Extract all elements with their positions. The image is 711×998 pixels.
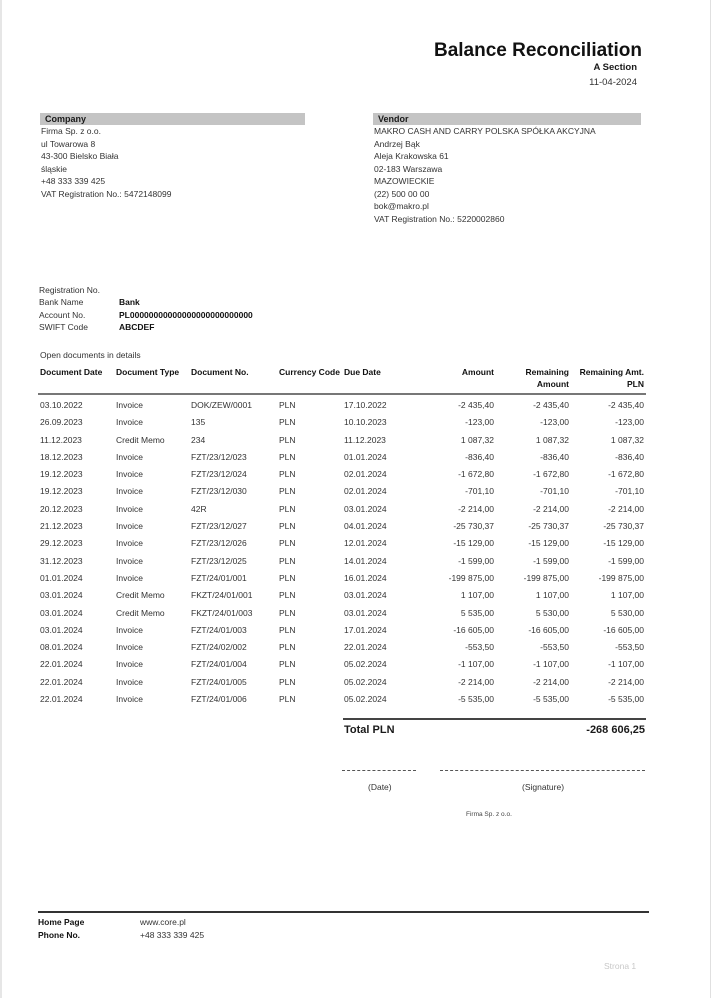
company-address [40, 125, 305, 200]
vendor-street: Aleja Krakowska 61 [374, 151, 449, 161]
documents-table-body [38, 394, 646, 708]
cell-remaining-amt-pln: -5 535,00 [608, 694, 644, 705]
cell-document-date: 22.01.2024 [40, 694, 83, 705]
company-heading: Company [40, 113, 305, 125]
cell-currency-code: PLN [279, 417, 296, 428]
bank-label: Bank Name [39, 297, 84, 308]
cell-remaining-amt-pln: -1 599,00 [608, 555, 644, 566]
table-row [38, 501, 646, 518]
cell-due-date: 16.01.2024 [344, 572, 387, 583]
cell-remaining-amount: -2 435,40 [533, 400, 569, 410]
vendor-region: MAZOWIECKIE [374, 176, 435, 186]
cell-remaining-amount: -2 214,00 [533, 503, 569, 514]
cell-amount: -701,10 [465, 486, 494, 497]
cell-due-date: 01.01.2024 [344, 451, 387, 462]
signature-line [440, 770, 645, 771]
vendor-phone: (22) 500 00 00 [374, 188, 430, 199]
cell-due-date: 03.01.2024 [344, 607, 387, 618]
cell-due-date: 02.01.2024 [344, 486, 387, 497]
col-document-type: Document Type [114, 364, 189, 394]
cell-amount: 1 087,32 [460, 434, 494, 445]
cell-amount: -1 599,00 [458, 555, 494, 566]
cell-remaining-amt-pln: -16 605,00 [603, 624, 644, 635]
col-document-no: Document No. [189, 364, 277, 394]
cell-currency-code: PLN [279, 659, 296, 670]
table-row [38, 691, 646, 708]
cell-document-no: 135 [191, 417, 206, 428]
cell-currency-code: PLN [279, 469, 296, 480]
bank-value: ABCDEF [119, 321, 155, 332]
total-divider [343, 718, 646, 720]
table-row [38, 394, 646, 414]
cell-due-date: 14.01.2024 [344, 555, 387, 566]
cell-currency-code: PLN [279, 676, 296, 687]
cell-amount: -25 730,37 [453, 521, 494, 532]
cell-remaining-amount: 5 530,00 [535, 607, 569, 618]
home-page-link[interactable]: www.core.pl [140, 917, 186, 927]
cell-remaining-amt-pln: 5 530,00 [610, 607, 644, 618]
cell-remaining-amt-pln: -553,50 [615, 642, 644, 653]
cell-remaining-amount: -1 599,00 [533, 555, 569, 566]
cell-due-date: 17.10.2022 [344, 400, 387, 410]
bank-row-registration [39, 284, 253, 296]
col-document-date: Document Date [38, 364, 114, 394]
vendor-contact: Andrzej Bąk [374, 138, 420, 149]
cell-remaining-amount: -2 214,00 [533, 676, 569, 687]
cell-remaining-amount: -25 730,37 [528, 521, 569, 532]
cell-due-date: 02.01.2024 [344, 469, 387, 480]
table-row [38, 674, 646, 691]
cell-remaining-amount: -123,00 [540, 417, 569, 428]
cell-amount: -553,50 [465, 642, 494, 653]
table-row [38, 432, 646, 449]
page-edge [0, 0, 2, 998]
signature-caption: (Signature) [522, 782, 565, 792]
cell-document-no: FZT/23/12/025 [191, 555, 247, 566]
cell-remaining-amt-pln: -15 129,00 [603, 538, 644, 549]
footer-phone: +48 333 339 425 [140, 930, 205, 940]
cell-document-date: 08.01.2024 [40, 642, 83, 653]
cell-document-type: Credit Memo [116, 434, 165, 445]
table-row [38, 414, 646, 431]
col-amount: Amount [419, 364, 496, 394]
bank-row-account [39, 309, 253, 321]
cell-document-date: 03.01.2024 [40, 607, 83, 618]
footer-row-phone [38, 929, 204, 942]
bank-value: Bank [119, 297, 140, 308]
bank-row-swift [39, 321, 253, 333]
cell-remaining-amt-pln: -1 672,80 [608, 469, 644, 480]
cell-amount: -199 875,00 [448, 572, 494, 583]
report-date: 11-04-2024 [589, 77, 637, 88]
table-row [38, 553, 646, 570]
cell-remaining-amount: -199 875,00 [523, 572, 569, 583]
cell-amount: -16 605,00 [453, 624, 494, 635]
cell-amount: -15 129,00 [453, 538, 494, 549]
cell-document-no: FZT/24/01/004 [191, 659, 247, 670]
cell-currency-code: PLN [279, 590, 296, 601]
cell-amount: -1 107,00 [458, 659, 494, 670]
cell-due-date: 22.01.2024 [344, 642, 387, 653]
cell-remaining-amt-pln: -836,40 [615, 451, 644, 462]
col-remaining-amount: Remaining Amount [496, 364, 571, 394]
cell-remaining-amount: -5 535,00 [533, 694, 569, 705]
table-row [38, 622, 646, 639]
cell-document-type: Invoice [116, 486, 143, 497]
cell-remaining-amt-pln: -701,10 [615, 486, 644, 497]
table-row [38, 605, 646, 622]
cell-remaining-amount: -1 107,00 [533, 659, 569, 670]
footer-label: Phone No. [38, 930, 81, 940]
cell-due-date: 05.02.2024 [344, 694, 387, 705]
documents-table [38, 364, 646, 708]
bank-value: PL00000000000000000000000000 [119, 309, 253, 320]
cell-document-no: FZT/24/01/005 [191, 676, 247, 687]
company-vat: VAT Registration No.: 5472148099 [41, 188, 172, 199]
company-city: 43-300 Bielsko Biała [41, 151, 119, 161]
cell-currency-code: PLN [279, 694, 296, 705]
cell-currency-code: PLN [279, 451, 296, 462]
cell-document-date: 26.09.2023 [40, 417, 83, 428]
bank-row-name [39, 296, 253, 308]
col-currency-code: Currency Code [277, 364, 342, 394]
cell-currency-code: PLN [279, 624, 296, 635]
cell-due-date: 05.02.2024 [344, 659, 387, 670]
cell-document-no: FZT/23/12/030 [191, 486, 247, 497]
cell-document-type: Invoice [116, 624, 143, 635]
cell-currency-code: PLN [279, 607, 296, 618]
cell-remaining-amount: -836,40 [540, 451, 569, 462]
cell-document-no: 42R [191, 503, 207, 514]
bank-details [39, 284, 253, 333]
cell-remaining-amt-pln: -123,00 [615, 417, 644, 428]
cell-amount: -5 535,00 [458, 694, 494, 705]
cell-document-no: FZT/23/12/024 [191, 469, 247, 480]
cell-document-type: Credit Memo [116, 607, 165, 618]
cell-document-type: Invoice [116, 521, 143, 532]
total-label: Total PLN [344, 724, 395, 736]
cell-document-type: Invoice [116, 676, 143, 687]
cell-document-type: Invoice [116, 400, 143, 410]
cell-due-date: 17.01.2024 [344, 624, 387, 635]
vendor-city: 02-183 Warszawa [374, 163, 443, 174]
vendor-heading: Vendor [373, 113, 641, 125]
cell-document-no: FKZT/24/01/001 [191, 590, 253, 601]
vendor-name: MAKRO CASH AND CARRY POLSKA SPÓŁKA AKCYJNA [374, 126, 596, 136]
report-title: Balance Reconciliation [433, 40, 642, 61]
page-number: Strona 1 [604, 961, 637, 971]
signature-company-name: Firma Sp. z o.o. [466, 811, 512, 818]
company-name: Firma Sp. z o.o. [41, 126, 101, 136]
cell-due-date: 05.02.2024 [344, 676, 387, 687]
cell-currency-code: PLN [279, 555, 296, 566]
cell-remaining-amt-pln: -1 107,00 [608, 659, 644, 670]
cell-due-date: 03.01.2024 [344, 503, 387, 514]
cell-remaining-amt-pln: 1 107,00 [610, 590, 644, 601]
cell-due-date: 03.01.2024 [344, 590, 387, 601]
company-region: śląskie [41, 163, 67, 174]
footer-label: Home Page [38, 917, 85, 927]
company-street: ul Towarowa 8 [41, 138, 96, 149]
cell-amount: -836,40 [465, 451, 494, 462]
cell-document-date: 11.12.2023 [40, 434, 82, 445]
bank-label: Registration No. [39, 285, 100, 295]
cell-currency-code: PLN [279, 538, 296, 549]
cell-document-no: 234 [191, 434, 206, 445]
cell-document-date: 18.12.2023 [40, 451, 83, 462]
cell-document-date: 31.12.2023 [40, 555, 83, 566]
cell-document-no: FZT/24/02/002 [191, 642, 247, 653]
table-row [38, 639, 646, 656]
cell-remaining-amt-pln: 1 087,32 [610, 434, 644, 445]
table-row [38, 466, 646, 483]
vendor-block [373, 113, 641, 225]
cell-currency-code: PLN [279, 642, 296, 653]
cell-document-type: Invoice [116, 451, 143, 462]
vendor-email: bok@makro.pl [374, 201, 429, 211]
cell-remaining-amount: -1 672,80 [533, 469, 569, 480]
cell-remaining-amt-pln: -25 730,37 [603, 521, 644, 532]
cell-document-no: FZT/23/12/023 [191, 451, 247, 462]
cell-due-date: 12.01.2024 [344, 538, 387, 549]
cell-amount: -2 435,40 [458, 400, 494, 410]
cell-document-date: 19.12.2023 [40, 486, 83, 497]
cell-remaining-amount: -553,50 [540, 642, 569, 653]
cell-document-type: Invoice [116, 555, 143, 566]
total-value: -268 606,25 [586, 724, 645, 736]
cell-document-date: 01.01.2024 [40, 572, 83, 583]
cell-document-no: FZT/23/12/026 [191, 538, 247, 549]
cell-due-date: 04.01.2024 [344, 521, 387, 532]
cell-remaining-amount: -701,10 [540, 486, 569, 497]
cell-remaining-amt-pln: -2 214,00 [608, 503, 644, 514]
table-row [38, 656, 646, 673]
cell-remaining-amt-pln: -2 214,00 [608, 676, 644, 687]
cell-document-date: 22.01.2024 [40, 676, 83, 687]
cell-amount: -1 672,80 [458, 469, 494, 480]
table-row [38, 587, 646, 604]
cell-document-no: FZT/23/12/027 [191, 521, 247, 532]
cell-currency-code: PLN [279, 521, 296, 532]
table-row [38, 518, 646, 535]
cell-remaining-amount: -15 129,00 [528, 538, 569, 549]
cell-document-date: 19.12.2023 [40, 469, 83, 480]
cell-remaining-amt-pln: -199 875,00 [598, 572, 644, 583]
cell-document-no: FKZT/24/01/003 [191, 607, 253, 618]
cell-document-no: DOK/ZEW/0001 [191, 400, 252, 410]
company-phone: +48 333 339 425 [41, 176, 106, 186]
table-row [38, 483, 646, 500]
vendor-address [373, 125, 641, 225]
col-due-date: Due Date [342, 364, 419, 394]
cell-document-type: Invoice [116, 538, 143, 549]
footer-divider [38, 911, 649, 913]
cell-document-no: FZT/24/01/003 [191, 624, 247, 635]
cell-document-date: 03.01.2024 [40, 590, 83, 601]
cell-currency-code: PLN [279, 486, 296, 497]
cell-currency-code: PLN [279, 503, 296, 514]
cell-document-type: Invoice [116, 572, 143, 583]
cell-document-type: Invoice [116, 694, 143, 705]
cell-amount: -2 214,00 [458, 503, 494, 514]
cell-document-date: 20.12.2023 [40, 503, 83, 514]
date-caption: (Date) [368, 782, 392, 792]
cell-due-date: 10.10.2023 [344, 417, 387, 428]
cell-amount: 5 535,00 [460, 607, 494, 618]
cell-document-date: 03.10.2022 [40, 400, 83, 410]
cell-document-type: Invoice [116, 503, 143, 514]
cell-document-type: Invoice [116, 417, 143, 428]
cell-document-date: 21.12.2023 [40, 521, 83, 532]
table-row [38, 449, 646, 466]
bank-label: Account No. [39, 309, 86, 320]
footer-row-home-page [38, 916, 204, 929]
cell-document-type: Invoice [116, 659, 143, 670]
cell-currency-code: PLN [279, 434, 296, 445]
cell-document-no: FZT/24/01/001 [191, 572, 247, 583]
col-remaining-amt-pln: Remaining Amt. PLN [571, 364, 646, 394]
cell-amount: -123,00 [465, 417, 494, 428]
report-subtitle: A Section [593, 62, 637, 73]
date-signature-line [342, 770, 416, 771]
bank-label: SWIFT Code [39, 321, 88, 332]
cell-remaining-amount: 1 087,32 [535, 434, 569, 445]
table-row [38, 570, 646, 587]
cell-document-date: 22.01.2024 [40, 659, 83, 670]
footer [38, 916, 204, 942]
table-row [38, 535, 646, 552]
cell-document-date: 03.01.2024 [40, 624, 83, 635]
cell-remaining-amt-pln: -2 435,40 [608, 400, 644, 410]
vendor-vat: VAT Registration No.: 5220002860 [374, 213, 505, 224]
open-documents-label: Open documents in details [40, 350, 141, 360]
cell-document-type: Invoice [116, 469, 143, 480]
company-block [40, 113, 305, 200]
cell-document-no: FZT/24/01/006 [191, 694, 247, 705]
cell-currency-code: PLN [279, 400, 296, 410]
cell-amount: 1 107,00 [460, 590, 494, 601]
cell-remaining-amount: 1 107,00 [535, 590, 569, 601]
cell-currency-code: PLN [279, 572, 296, 583]
table-header-row [38, 364, 646, 394]
cell-document-type: Invoice [116, 642, 143, 653]
cell-document-type: Credit Memo [116, 590, 165, 601]
cell-document-date: 29.12.2023 [40, 538, 83, 549]
cell-amount: -2 214,00 [458, 676, 494, 687]
cell-remaining-amount: -16 605,00 [528, 624, 569, 635]
cell-due-date: 11.12.2023 [344, 434, 386, 445]
